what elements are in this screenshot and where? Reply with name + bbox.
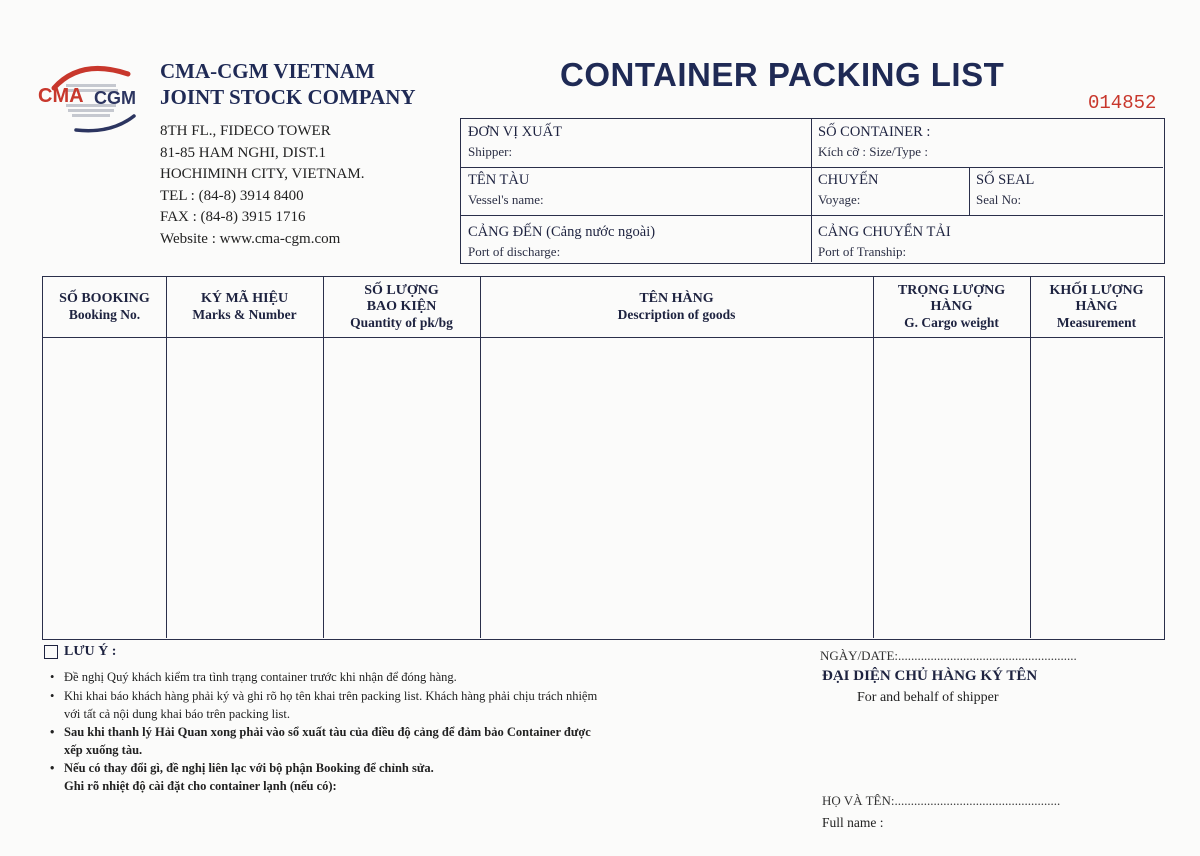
notes-title: LƯU Ý : [64,644,117,659]
shipper-field[interactable] [461,119,811,167]
column-header-measurement [1030,277,1163,337]
full-name-label: Full name : [822,815,884,830]
note-item: • Khi khai báo khách hàng phải ký và ghi rõ họ tên khai trên packing list. Khách hàng phải chịu trách nhiệm với tất cả nội dung khai báo trên packing list. [50,687,610,723]
weight-cell[interactable] [875,339,1030,637]
column-header-vn: SỐ LƯỢNG BAO KIỆN [364,283,439,314]
column-header-vn: TRỌNG LƯỢNG HÀNG [897,283,1006,314]
vessel-name-field[interactable] [461,167,811,215]
column-header-description [480,277,873,337]
port-of-discharge-field[interactable] [461,216,811,262]
discharge-label: CẢNG ĐẾN (Cảng nước ngoài) [468,224,656,240]
company-name-line1: CMA-CGM VIETNAM [160,59,375,83]
column-header-en: Quantity of pk/bg [350,315,453,330]
date-field[interactable]: NGÀY/DATE:....................................................... [820,648,1077,663]
container-size-label: Kích cỡ : Size/Type : [818,144,928,159]
column-header-en: Measurement [1056,315,1137,330]
address-line: 81-85 HAM NGHI, DIST.1 [160,144,326,161]
note-item: • Nếu có thay đổi gì, đề nghị liên lạc với bộ phận Booking để chỉnh sửa. [50,759,610,777]
logo-cgm-text: CGM [94,88,136,108]
company-name-line2: JOINT STOCK COMPANY [160,85,416,109]
description-cell[interactable] [482,339,873,637]
reefer-temperature-note: Ghi rõ nhiệt độ cài đặt cho container lạnh (nếu có): [64,779,337,793]
note-item: • Đề nghị Quý khách kiểm tra tình trạng container trước khi nhận để đóng hàng. [50,668,610,686]
company-address [160,121,364,250]
vessel-label: TÊN TÀU [468,172,530,188]
seal-label-en: Seal No: [976,192,1022,207]
fax-line: FAX : (84-8) 3915 1716 [160,209,306,225]
address-line: 8TH FL., FIDECO TOWER [160,123,331,139]
header-divider [43,337,1163,338]
full-name-field[interactable]: HỌ VÀ TÊN:................................................... [822,793,1061,808]
company-name [160,58,416,110]
notes-checkbox-icon [44,645,58,659]
website-line: Website : www.cma-cgm.com [160,230,341,247]
packing-list-table [42,276,1165,640]
column-header-vn: SỐ BOOKING [59,291,150,306]
marks-cell[interactable] [168,339,323,637]
shipper-label: ĐƠN VỊ XUẤT [468,124,562,140]
document-title: CONTAINER PACKING LIST [560,56,1005,93]
seal-number-field[interactable] [969,167,1163,215]
column-header-en: G. Cargo weight [904,315,999,330]
tranship-label: CẢNG CHUYỂN TẢI [818,224,951,240]
discharge-label-en: Port of discharge: [468,244,561,259]
container-number-field[interactable] [811,119,1163,167]
column-header-vn: KHỐI LƯỢNG HÀNG [1049,283,1144,314]
notes-heading [44,644,116,660]
column-header-weight [873,277,1030,337]
column-header-en: Description of goods [617,307,736,322]
voyage-field[interactable] [811,167,969,215]
tranship-label-en: Port of Tranship: [818,244,907,259]
phone-line: TEL : (84-8) 3914 8400 [160,187,304,204]
booking-cell[interactable] [43,339,166,637]
shipment-info-box [460,118,1165,264]
note-item: • Sau khi thanh lý Hải Quan xong phải vào sổ xuất tàu của điều độ cảng để đảm bảo Container được xếp xuống tàu. [50,723,610,759]
column-header-marks [166,277,323,337]
column-header-vn: TÊN HÀNG [639,291,714,306]
column-header-en: Marks & Number [192,307,297,322]
column-header-booking [43,277,166,337]
shipper-label-en: Shipper: [468,144,513,159]
column-header-vn: KÝ MÃ HIỆU [200,291,289,306]
voyage-label-en: Voyage: [818,192,861,207]
port-of-tranship-field[interactable] [811,216,1163,262]
container-label: SỐ CONTAINER : [818,124,931,140]
logo-cma-text: CMA [38,85,84,107]
vessel-label-en: Vessel's name: [468,192,544,207]
column-header-quantity [323,277,480,337]
serial-number: 014852 [1088,92,1157,114]
signature-subtitle: For and behalf of shipper [857,690,999,705]
voyage-label: CHUYẾN [818,172,879,188]
address-line: HOCHIMINH CITY, VIETNAM. [160,166,365,182]
measurement-cell[interactable] [1032,339,1163,637]
seal-label: SỐ SEAL [976,172,1035,188]
column-header-en: Booking No. [68,307,141,322]
signature-title: ĐẠI DIỆN CHỦ HÀNG KÝ TÊN [822,668,1038,684]
quantity-cell[interactable] [325,339,480,637]
company-logo [36,58,156,138]
notes-list [50,668,610,795]
